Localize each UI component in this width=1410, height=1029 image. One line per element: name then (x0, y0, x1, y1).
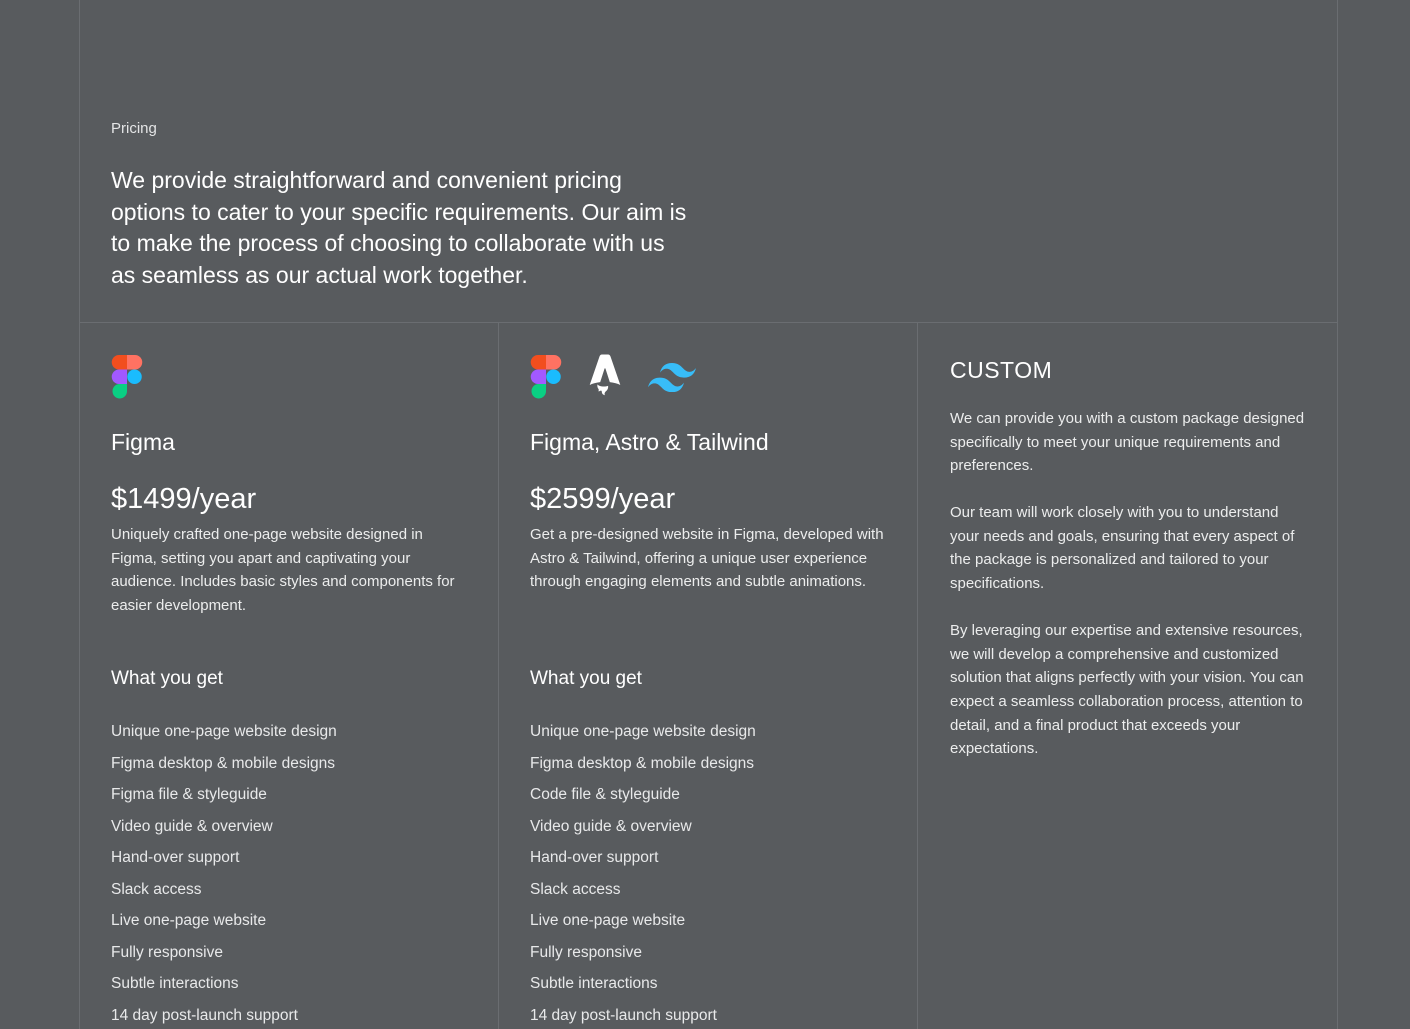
plan-description: Uniquely crafted one-page website designed in Figma, setting you apart and captivating your audience. Includes basic styles and components for easier development. (111, 526, 455, 614)
feature-item: Live one-page website (111, 912, 267, 929)
feature-item: Video guide & overview (530, 817, 692, 835)
feature-item: Slack access (530, 880, 621, 898)
custom-title: CUSTOM (950, 357, 1053, 383)
custom-paragraph: Our team will work closely with you to understand your needs and goals, ensuring that every aspect of the package is personalized and tailored to your specifications. (950, 504, 1295, 593)
features-list (111, 716, 471, 1029)
column-divider (917, 322, 918, 1029)
plan-card-figma-astro-tailwind (530, 323, 900, 1029)
feature-item: Hand-over support (111, 849, 240, 866)
features-title: What you get (530, 668, 642, 689)
feature-item: Unique one-page website design (530, 723, 756, 740)
features-list (530, 716, 890, 1029)
feature-item: Figma desktop & mobile designs (530, 754, 755, 772)
feature-item: Figma file & styleguide (111, 786, 267, 803)
custom-paragraph: We can provide you with a custom package designed specifically to meet your unique requirements and preferences. (950, 410, 1305, 475)
plan-logos (530, 323, 900, 399)
section-eyebrow: Pricing (111, 120, 157, 137)
plan-card-custom (950, 323, 1320, 1029)
figma-icon (111, 355, 143, 399)
feature-item: Hand-over support (530, 849, 659, 866)
features-title: What you get (111, 668, 223, 689)
figma-icon (530, 355, 562, 399)
custom-paragraph: By leveraging our expertise and extensive resources, we will develop a comprehensive and customized solution that aligns perfectly with your vision. You can expect a seamless collaboration process, attention to detail, and a final product that exceeds your expectations. (950, 622, 1304, 758)
feature-item: Subtle interactions (530, 975, 658, 992)
plan-name: Figma (111, 429, 175, 455)
tailwind-icon (648, 362, 696, 392)
plan-card-figma (111, 323, 481, 1029)
column-divider (498, 322, 499, 1029)
plan-price: $2599/year (530, 483, 676, 515)
feature-item: Slack access (111, 880, 202, 898)
feature-item: Figma desktop & mobile designs (111, 754, 336, 772)
pricing-intro (111, 119, 711, 291)
feature-item: Fully responsive (111, 943, 223, 961)
plan-logos (111, 323, 481, 399)
feature-item: Unique one-page website design (111, 723, 337, 740)
feature-item: Fully responsive (530, 943, 642, 961)
feature-item: 14 day post-launch support (530, 1006, 717, 1024)
intro-text: We provide straightforward and convenient pricing options to cater to your specific requirements. Our aim is to make the process of choosing to collaborate with us as seamless as our actual work together. (111, 167, 687, 288)
feature-item: Code file & styleguide (530, 786, 680, 803)
plan-name: Figma, Astro & Tailwind (530, 429, 769, 455)
feature-item: Subtle interactions (111, 975, 239, 992)
astro-icon (588, 354, 622, 400)
feature-item: Video guide & overview (111, 817, 273, 835)
feature-item: Live one-page website (530, 912, 686, 929)
plan-price: $1499/year (111, 483, 257, 515)
feature-item: 14 day post-launch support (111, 1006, 298, 1024)
plan-description: Get a pre-designed website in Figma, developed with Astro & Tailwind, offering a unique user experience through engaging elements and subtle animations. (530, 526, 884, 591)
